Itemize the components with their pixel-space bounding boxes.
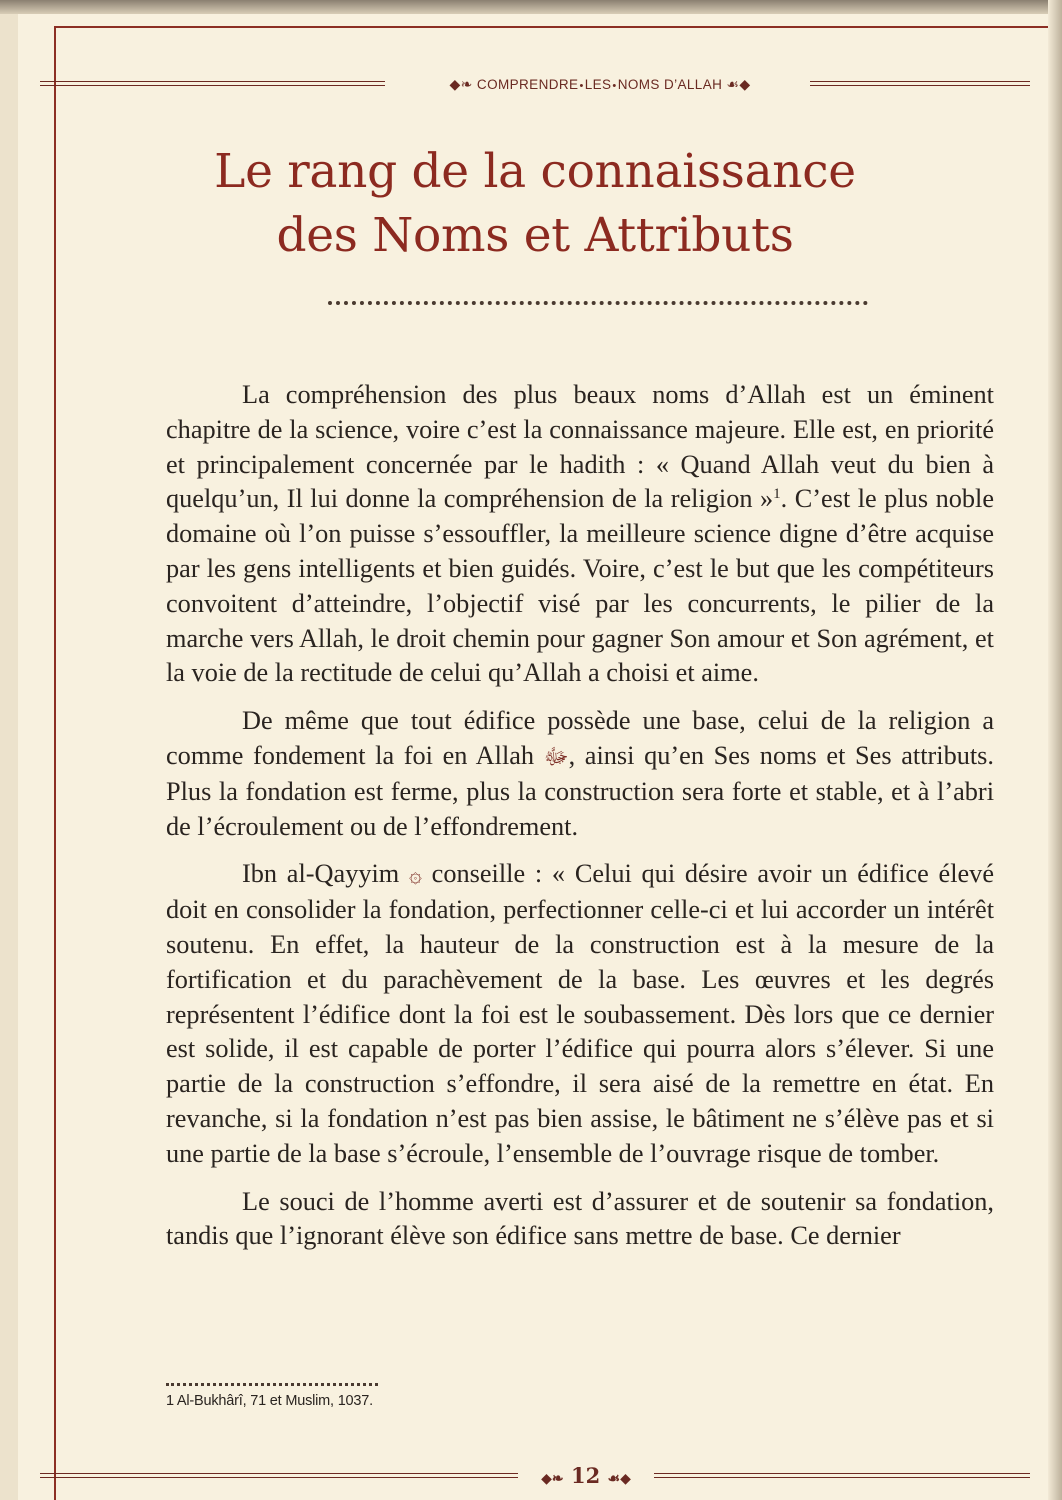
running-header: [40, 72, 1030, 96]
header-rule-right: [810, 81, 1030, 82]
footer-rule-right: [654, 1473, 1030, 1474]
footer-rule-right-2: [654, 1477, 1030, 1478]
header-word-les: LES: [584, 77, 612, 92]
right-edge: [1048, 0, 1062, 1500]
header-separator: •: [612, 80, 617, 92]
ornament-right-icon: ☙◆: [726, 76, 751, 92]
paragraph-2: [166, 704, 994, 844]
paragraph-1: [166, 378, 994, 691]
ornament-left-icon: ◆❧: [449, 76, 473, 92]
chapter-title-line-1: Le rang de la connaissance: [214, 144, 856, 199]
paragraph-3: [166, 857, 994, 1171]
page-footer: [40, 1463, 1030, 1489]
paragraph-2-text: De même que tout édifice possède une base, celui de la religion a comme fondement la foi en Allah: [166, 706, 994, 770]
footer-rule-left-2: [40, 1477, 518, 1478]
paragraph-2-text-cont: , ainsi qu’en Ses noms et Ses attributs. Plus la fondation est ferme, plus la construction sera forte et stable, et à l’abri de l’écroulement ou de l’effondrement.: [166, 740, 994, 841]
header-separator: •: [579, 80, 584, 92]
body-text: [166, 378, 994, 1267]
header-rule-left: [40, 81, 385, 82]
chapter-title-line-2: des Noms et Attributs: [276, 208, 794, 263]
honorific-glyph-icon: ﷻ: [543, 743, 569, 769]
header-word-noms: NOMS D’ALLAH: [617, 77, 723, 92]
top-edge: [0, 0, 1062, 14]
paragraph-3-text-cont: conseille : « Celui qui désire avoir un édifice élevé doit en consolider la fondation, perfectionner celle-ci et lui accorder un intérêt soutenu. En effet, la hauteur de la construction est à la mesure de la fortification et du parachèvement de la base. Les œuvres et les degrés représentent l’édifice dont la foi est le soubassement. Dès lors que ce dernier est solide, il est capable de porter l’édifice qui pourra alors s’élever. Si une partie de la construction s’effondre, il sera aisé de la remettre en état. En revanche, si la fondation n’est pas bien assise, le bâtiment ne s’élève pas et si une partie de la base s’écroule, l’ensemble de l’ouvrage risque de tomber.: [166, 859, 994, 1168]
page-number: [518, 1463, 654, 1489]
footnote-ref[interactable]: 1: [773, 486, 781, 503]
chapter-title: [40, 140, 1030, 268]
paragraph-1-text: La compréhension des plus beaux noms d’Allah est un éminent chapitre de la science, voire c’est la connaissance majeure. Elle est, en priorité et principalement concernée par le hadith : « Quand Allah veut du bien à quelqu’un, Il lui donne la compréhension de la religion »: [166, 380, 994, 514]
header-rule-left-2: [40, 85, 385, 86]
footer-ornament-right-icon: ☙◆: [607, 1471, 631, 1487]
paragraph-4: Le souci de l’homme averti est d’assurer et de soutenir sa fondation, tandis que l’ignorant élève son édifice sans mettre de base. Ce dernier: [166, 1186, 994, 1251]
footnote: 1 Al-Bukhârî, 71 et Muslim, 1037.: [166, 1393, 373, 1409]
header-title: [390, 72, 810, 96]
paragraph-3-text: Ibn al-Qayyim: [242, 859, 410, 889]
page-number-value: 12: [570, 1463, 601, 1488]
paragraph-1-text-cont: . C’est le plus noble domaine où l’on puisse s’essouffler, la meilleure science digne d’être acquise par les gens intelligents et bien guidés. Voire, c’est le but que les compétiteurs convoitent d’atteindre, l’objectif visé par les concurrents, le pilier de la marche vers Allah, le droit chemin pour gagner Son amour et Son agrément, et la voie de la rectitude de celui qu’Allah a choisi et aime.: [166, 484, 994, 688]
header-word-comprendre: COMPRENDRE: [476, 77, 579, 92]
footnote-rule: [166, 1383, 378, 1386]
title-dotted-rule: [328, 301, 868, 305]
footer-ornament-left-icon: ◆❧: [541, 1471, 564, 1487]
footer-rule-left: [40, 1473, 518, 1474]
header-rule-right-2: [810, 85, 1030, 86]
honorific-glyph-icon: ۞: [409, 862, 422, 888]
page-border-top: [54, 26, 1048, 28]
